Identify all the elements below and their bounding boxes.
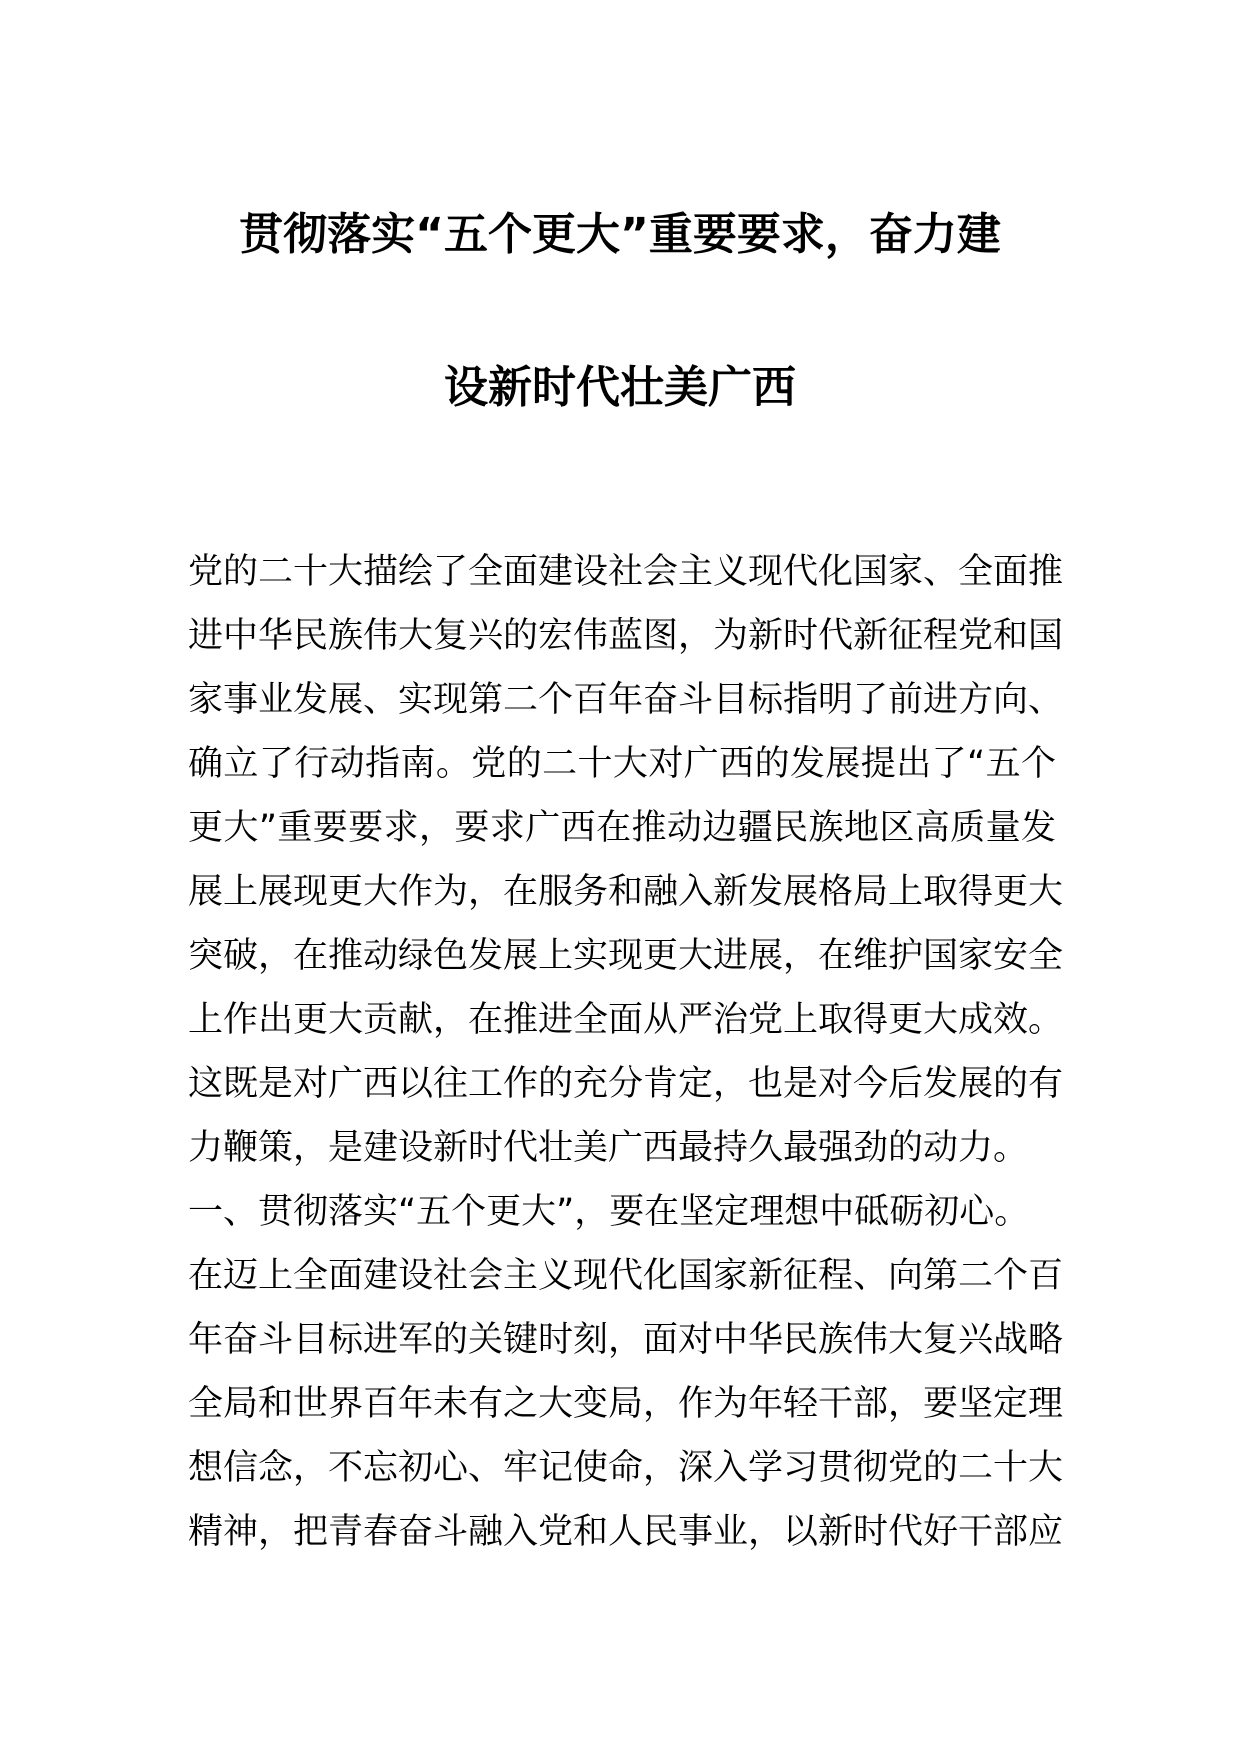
body-line-5: 更大”重要要求，要求广西在推动边疆民族地区高质量发 [188, 808, 1056, 848]
body-line-9: 这既是对广西以往工作的充分肯定，也是对今后发展的有 [188, 1064, 1064, 1104]
body-line-1: 党的二十大描绘了全面建设社会主义现代化国家、全面推 [188, 552, 1064, 592]
body-line-12: 在迈上全面建设社会主义现代化国家新征程、向第二个百 [188, 1256, 1064, 1296]
body-line-4: 确立了行动指南。党的二十大对广西的发展提出了“五个 [188, 744, 1056, 784]
body-line-7: 突破，在推动绿色发展上实现更大进展，在维护国家安全 [188, 936, 1064, 976]
body-line-10: 力鞭策，是建设新时代壮美广西最持久最强劲的动力。 [188, 1128, 1029, 1168]
body-line-8: 上作出更大贡献，在推进全面从严治党上取得更大成效。 [188, 1000, 1064, 1040]
title-line-2: 设新时代壮美广西 [444, 362, 796, 413]
title-line-1: 贯彻落实“五个更大”重要要求，奋力建 [239, 209, 1001, 260]
body-line-6: 展上展现更大作为，在服务和融入新发展格局上取得更大 [188, 872, 1064, 912]
body-line-14: 全局和世界百年未有之大变局，作为年轻干部，要坚定理 [188, 1384, 1064, 1424]
body-line-16: 精神，把青春奋斗融入党和人民事业，以新时代好干部应 [188, 1512, 1064, 1552]
section-heading-1: 一、贯彻落实“五个更大”，要在坚定理想中砥砺初心。 [188, 1192, 1030, 1232]
body-line-13: 年奋斗目标进军的关键时刻，面对中华民族伟大复兴战略 [188, 1320, 1064, 1360]
body-line-3: 家事业发展、实现第二个百年奋斗目标指明了前进方向、 [188, 680, 1064, 720]
body-line-2: 进中华民族伟大复兴的宏伟蓝图，为新时代新征程党和国 [188, 616, 1064, 656]
body-line-15: 想信念，不忘初心、牢记使命，深入学习贯彻党的二十大 [188, 1448, 1064, 1488]
